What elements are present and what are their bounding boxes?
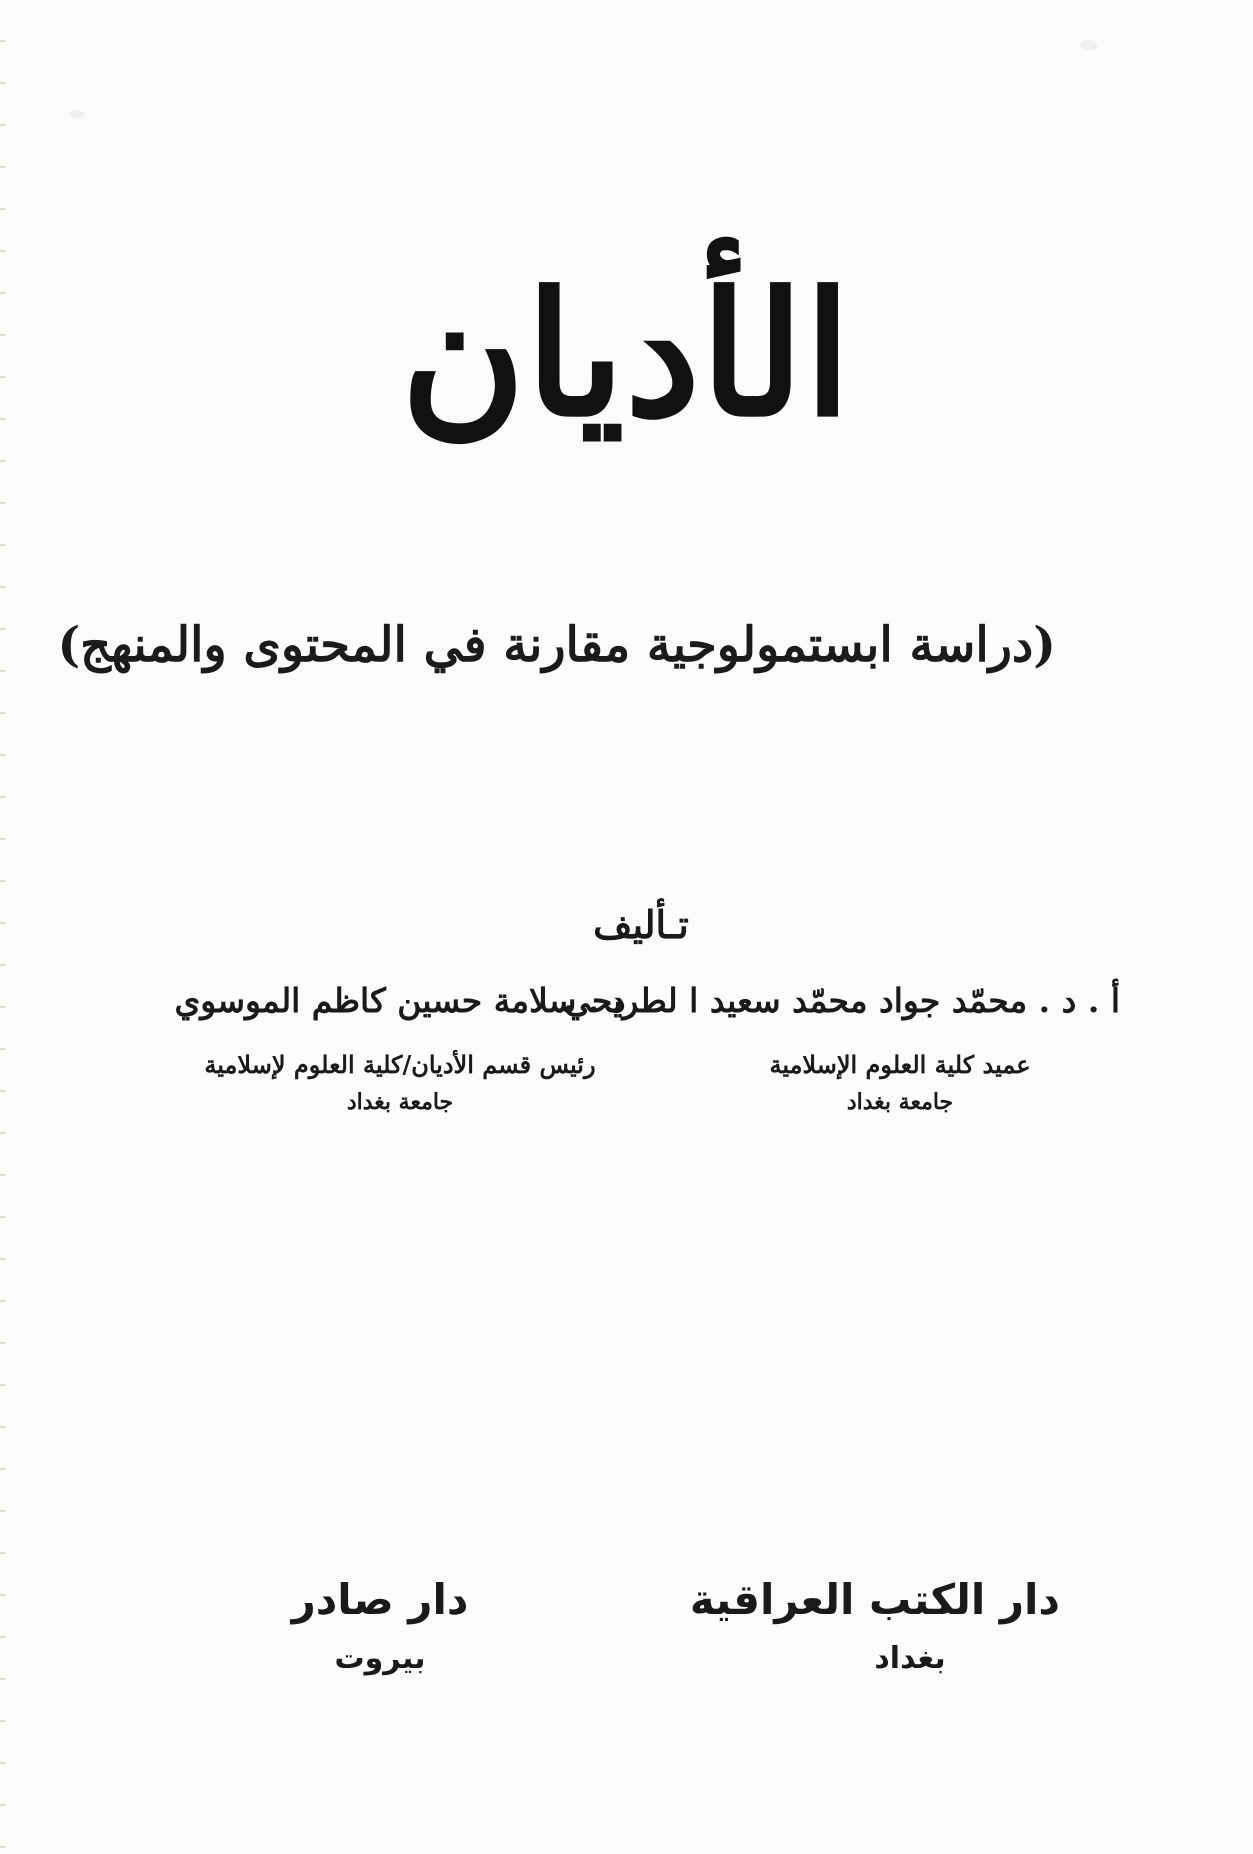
author-role: عميد كلية العلوم الإسلامية — [769, 1050, 1031, 1079]
publisher-city: بيروت — [334, 1641, 426, 1676]
publisher-name: دار الكتب العراقية — [689, 1575, 1060, 1624]
print-smudge — [70, 110, 84, 118]
author-role: رئيس قسم الأديان/كلية العلوم لإسلامية — [204, 1050, 596, 1079]
author-block-1 — [564, 975, 1120, 1119]
page-binding-edge — [0, 0, 6, 1854]
author-block-2 — [170, 975, 630, 1119]
publisher-city: بغداد — [874, 1641, 946, 1676]
author-university: جامعة بغداد — [346, 1089, 454, 1115]
authorship-label: تـأليف — [593, 902, 689, 947]
publisher-name: دار صادر — [291, 1575, 469, 1624]
publisher-block-2 — [250, 1565, 510, 1683]
author-university: جامعة بغداد — [846, 1089, 954, 1115]
print-smudge — [1080, 40, 1098, 50]
publisher-block-1 — [689, 1565, 1060, 1683]
book-subtitle: (دراسة ابستمولوجية مقارنة في المحتوى والمنهج) — [57, 617, 1056, 673]
author-name: د . سلامة حسين كاظم الموسوي — [174, 981, 626, 1020]
book-title: الأديان — [400, 255, 852, 455]
author-name: أ . د . محمّد جواد محمّد سعيد ا لطريحي — [564, 981, 1120, 1020]
